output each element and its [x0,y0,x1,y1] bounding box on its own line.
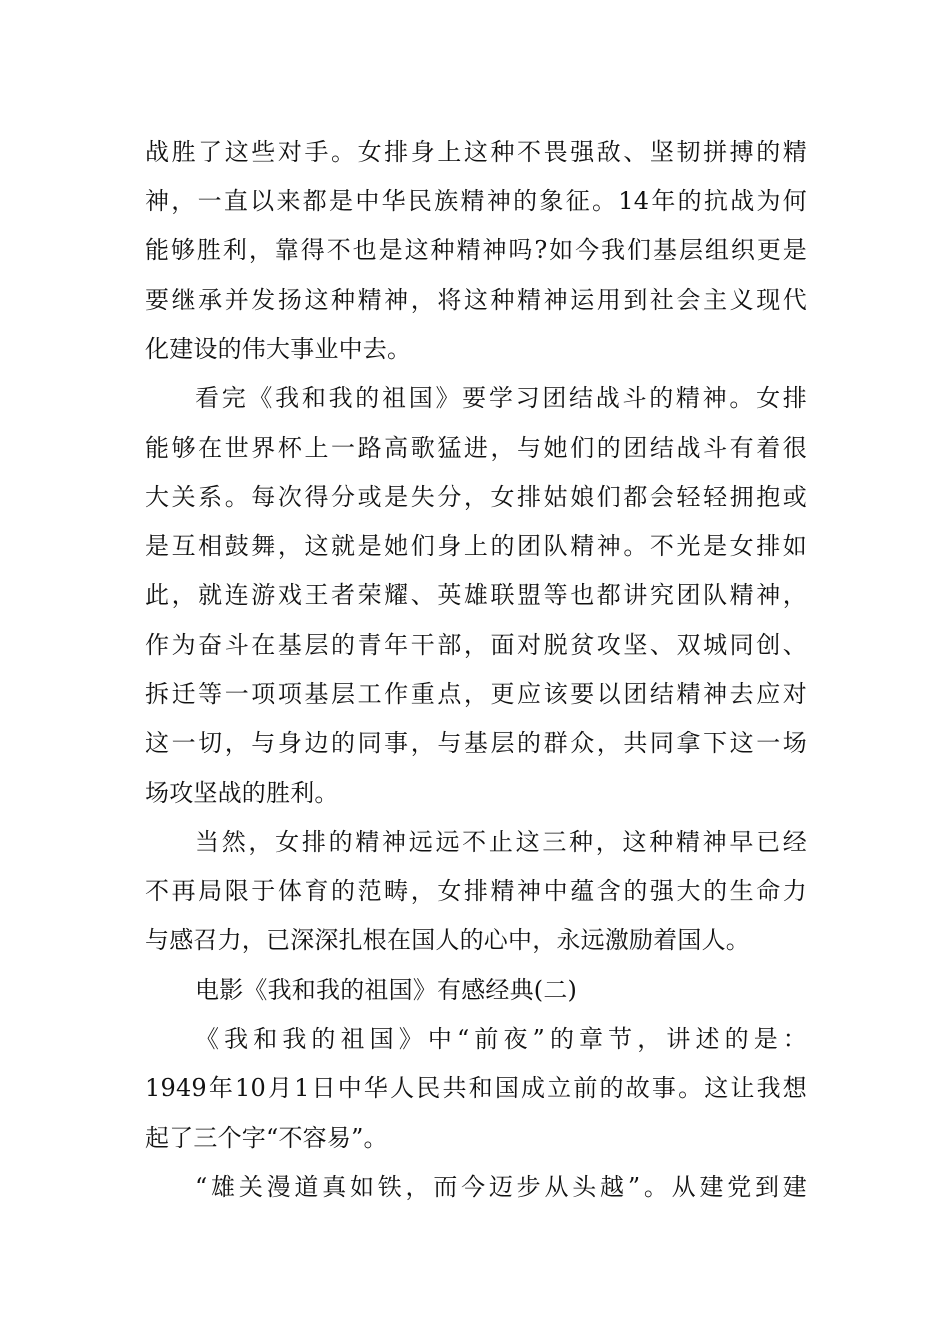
section-heading: 电影《我和我的祖国》有感经典(二) [195,976,578,1004]
text-line: 1949年10月1日中华人民共和国成立前的故事。这让我想 [145,1074,807,1102]
text-line: 场攻坚战的胜利。 [145,779,339,807]
text-line: 能够胜利，靠得不也是这种精神吗?如今我们基层组织更是 [145,236,807,264]
paragraph-first-line: 当然，女排的精神远远不止这三种，这种精神早已经 [195,828,807,856]
paragraph-first-line: “雄关漫道真如铁，而今迈步从头越”。从建党到建 [195,1173,807,1201]
text-line: 大关系。每次得分或是失分，女排姑娘们都会轻轻拥抱或 [145,483,807,511]
text-line: 化建设的伟大事业中去。 [145,335,412,363]
text-line: 要继承并发扬这种精神，将这种精神运用到社会主义现代 [145,286,807,314]
text-line: 拆迁等一项项基层工作重点，更应该要以团结精神去应对 [145,680,807,708]
text-line: 神，一直以来都是中华民族精神的象征。14年的抗战为何 [145,187,807,215]
text-line: 不再局限于体育的范畴，女排精神中蕴含的强大的生命力 [145,877,807,905]
text-line: 这一切，与身边的同事，与基层的群众，共同拿下这一场 [145,729,807,757]
text-line: 起了三个字“不容易”。 [145,1124,388,1152]
text-line: 是互相鼓舞，这就是她们身上的团队精神。不光是女排如 [145,532,807,560]
text-line: 此，就连游戏王者荣耀、英雄联盟等也都讲究团队精神， [145,581,807,609]
text-line: 战胜了这些对手。女排身上这种不畏强敌、坚韧拼搏的精 [145,138,807,166]
paragraph-first-line: 《我和我的祖国》中“前夜”的章节，讲述的是： [195,1025,807,1053]
text-line: 能够在世界杯上一路高歌猛进，与她们的团结战斗有着很 [145,434,807,462]
text-line: 作为奋斗在基层的青年干部，面对脱贫攻坚、双城同创、 [145,631,807,659]
paragraph-first-line: 看完《我和我的祖国》要学习团结战斗的精神。女排 [195,384,807,412]
text-line: 与感召力，已深深扎根在国人的心中，永远激励着国人。 [145,926,750,954]
